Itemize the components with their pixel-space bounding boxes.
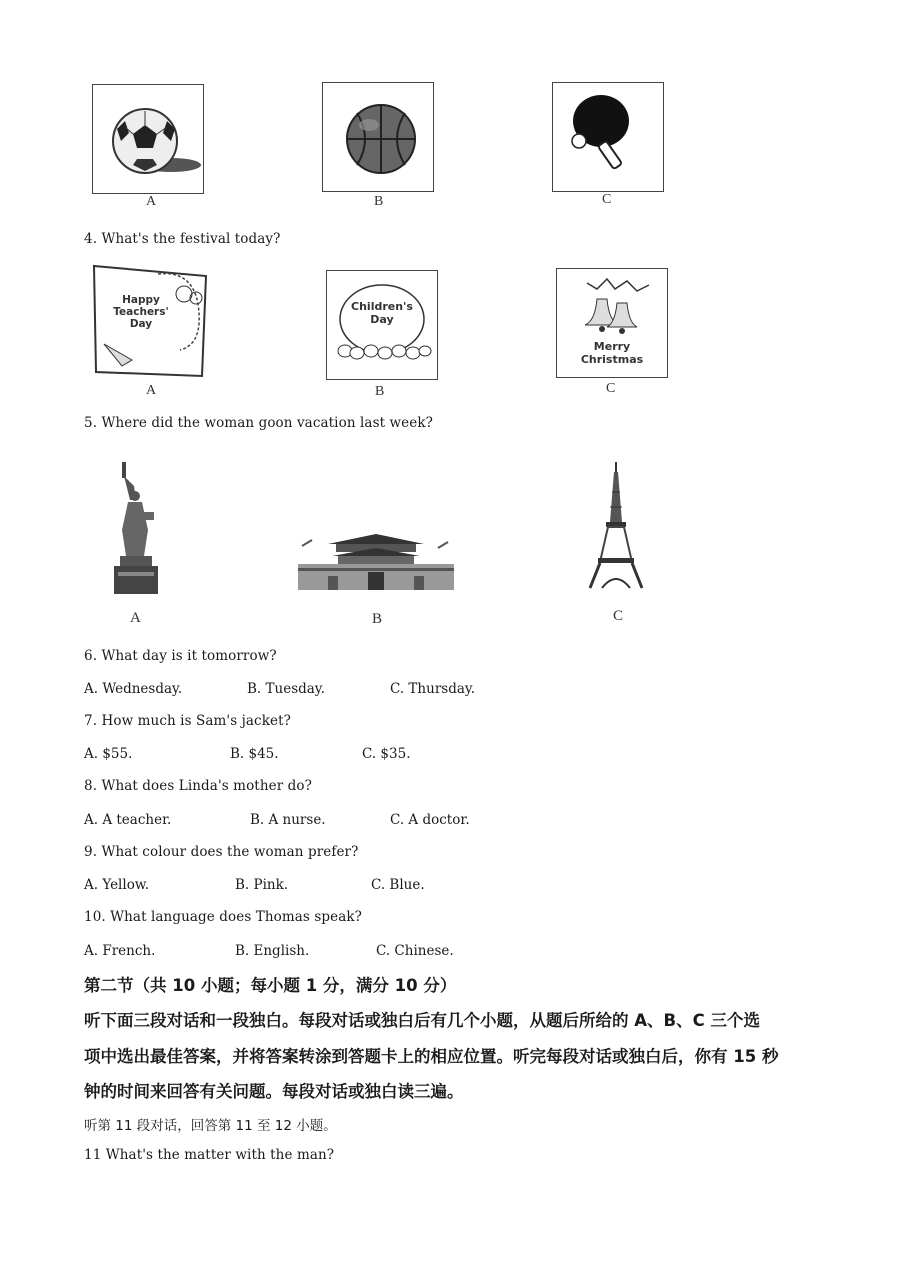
image-ping-pong-paddle <box>552 82 664 192</box>
section-title: 第二节（共 10 小题；每小题 1 分，满分 10 分） <box>84 976 457 995</box>
option-a: A. Wednesday. <box>84 681 183 697</box>
option-b: B. $45. <box>230 746 279 762</box>
image-soccer-ball <box>92 84 204 194</box>
option-letter: C <box>613 608 624 624</box>
option-b: B. Pink. <box>235 877 289 893</box>
option-a: A. A teacher. <box>84 812 172 828</box>
option-c: C. Chinese. <box>376 943 454 959</box>
question-9: 9. What colour does the woman prefer? <box>84 844 359 860</box>
soccer-ball-icon <box>93 85 203 193</box>
ping-pong-paddle-icon <box>553 83 663 191</box>
image-basketball <box>322 82 434 192</box>
question-7: 7. How much is Sam's jacket? <box>84 713 291 729</box>
option-b: B. Tuesday. <box>247 681 325 697</box>
option-a: A. French. <box>84 943 156 959</box>
option-c: C. $35. <box>362 746 411 762</box>
statue-of-liberty-icon <box>108 460 164 596</box>
image-eiffel-tower <box>588 462 644 590</box>
tiananmen-icon <box>298 530 454 594</box>
option-letter: C <box>606 381 616 396</box>
sub-instruction: 听第 11 段对话，回答第 11 至 12 小题。 <box>84 1118 337 1134</box>
eiffel-tower-icon <box>588 462 644 590</box>
image-tiananmen <box>298 530 454 594</box>
question-10: 10. What language does Thomas speak? <box>84 909 362 925</box>
section-instruction-line: 钟的时间来回答有关问题。每段对话或独白读三遍。 <box>84 1082 464 1101</box>
card-text: Happy Teachers' Day <box>113 294 169 331</box>
card-text: Merry Christmas <box>580 340 644 366</box>
option-c: C. Thursday. <box>390 681 476 697</box>
section-instruction-line: 项中选出最佳答案，并将答案转涂到答题卡上的相应位置。听完每段对话或独白后，你有 15 秒 <box>84 1047 779 1066</box>
question-4: 4. What's the festival today? <box>84 231 281 247</box>
option-letter: C <box>602 192 612 207</box>
option-letter: A <box>146 194 157 209</box>
image-christmas-card <box>556 268 668 378</box>
section-instruction-line: 听下面三段对话和一段独白。每段对话或独白后有几个小题，从题后所给的 A、B、C 三个选 <box>84 1011 760 1030</box>
option-a: A. Yellow. <box>84 877 150 893</box>
question-5: 5. Where did the woman goon vacation last week? <box>84 415 433 431</box>
image-statue-of-liberty <box>108 460 164 596</box>
option-a: A. $55. <box>84 746 133 762</box>
image-childrens-day-card <box>326 270 438 380</box>
question-11: 11 What's the matter with the man? <box>84 1147 335 1163</box>
option-b: B. English. <box>235 943 310 959</box>
option-letter: A <box>146 383 157 398</box>
question-6: 6. What day is it tomorrow? <box>84 648 277 664</box>
option-letter: B <box>375 384 385 399</box>
option-c: C. Blue. <box>371 877 425 893</box>
option-c: C. A doctor. <box>390 812 470 828</box>
option-letter: A <box>130 610 141 626</box>
option-b: B. A nurse. <box>250 812 326 828</box>
image-teachers-day-card <box>92 264 208 378</box>
option-letter: B <box>374 194 384 209</box>
basketball-icon <box>323 83 433 191</box>
card-text: Children's Day <box>351 300 413 326</box>
question-8: 8. What does Linda's mother do? <box>84 778 312 794</box>
option-letter: B <box>372 611 383 627</box>
